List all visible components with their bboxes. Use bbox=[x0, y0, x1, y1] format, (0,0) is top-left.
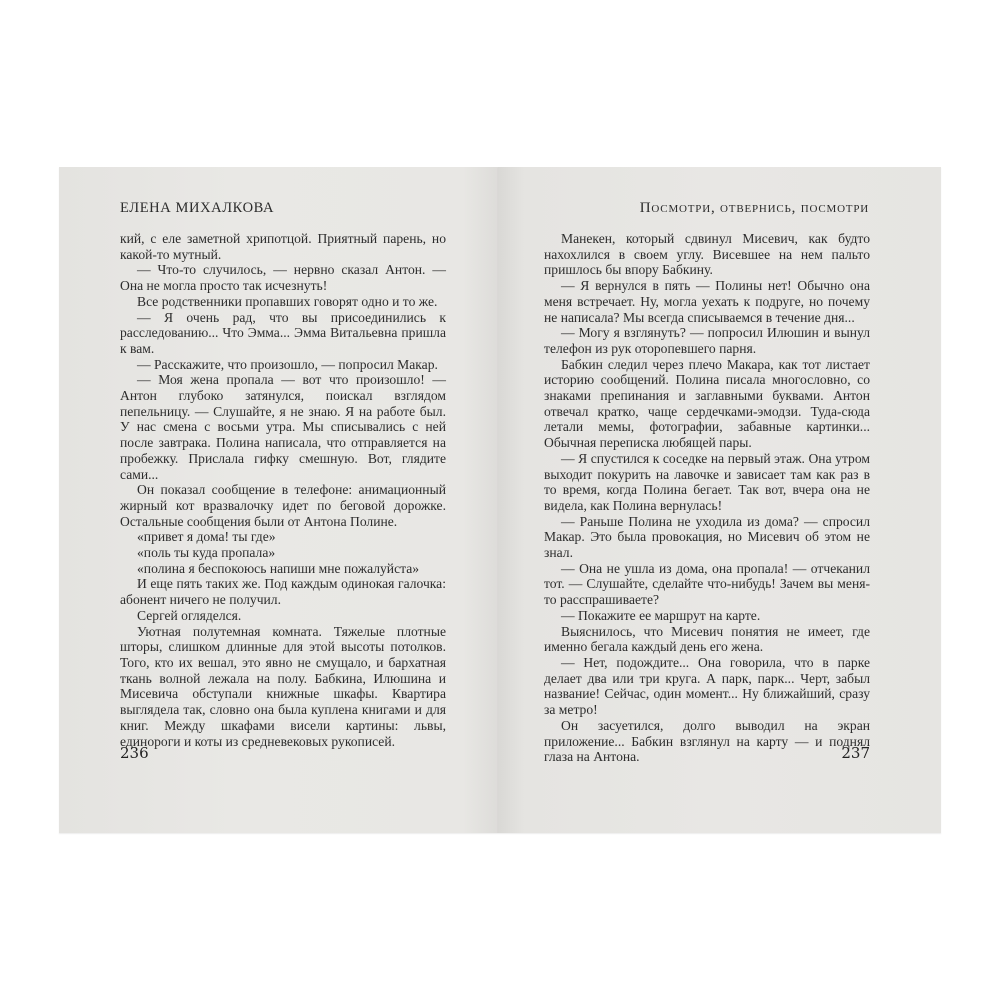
running-head-author: ЕЛЕНА МИХАЛКОВА bbox=[120, 200, 275, 216]
paragraph: — Я спустился к соседке на первый этаж. Она утром выходит покурить на лавочке и зависает там как раз в то время, когда Полина бегает. Так вот, вчера она не видела, как Полина вернулась! bbox=[544, 450, 870, 513]
paragraph: Сергей огляделся. bbox=[137, 607, 242, 623]
paragraph: — Раньше Полина не уходила из дома? — спросил Макар. Это была провокация, но Мисевич об этом не знал. bbox=[544, 513, 870, 561]
paragraph: Манекен, который сдвинул Мисевич, как будто нахохлился в своем углу. Висевшее на нем пальто пришлось бы впору Бабкину. bbox=[544, 231, 870, 278]
page-number: 236 bbox=[120, 744, 149, 762]
paragraph: — Нет, подождите... Она говорила, что в парке делает два или три круга. А парк, парк... Черт, забыл название! Сейчас, один момент... Ну ближайший, сразу за метро! bbox=[544, 654, 870, 718]
paragraph: Все родственники пропавших говорят одно и то же. bbox=[137, 293, 438, 309]
running-head-title: Посмотри, отвернись, посмотри bbox=[639, 200, 869, 216]
page-number: 237 bbox=[841, 744, 870, 762]
paragraph: — Покажите ее маршрут на карте. bbox=[561, 607, 761, 623]
paragraph: — Я очень рад, что вы присоединились к расследованию... Что Эмма... Эмма Витальевна пришла к вам. bbox=[120, 309, 446, 356]
paragraph: — Моя жена пропала — вот что произошло! — Антон глубоко затянулся, поискал взглядом пепельницу. — Слушайте, я не знаю. Я на работе был. У нас смена с восьми утра. Мы списывались с ней после завтрака. Полина написала, что отправляется на пробежку. Прислала гифку смешную. Вот, глядите сами... bbox=[120, 372, 446, 482]
message-quote: «привет я дома! ты где» bbox=[137, 529, 276, 545]
paragraph: Уютная полутемная комната. Тяжелые плотные шторы, слишком длинные для этой высоты потолков. Того, кто их вешал, это явно не смущало, и бархатная ткань волной лежала на полу. Бабкина, Илюшина и Мисевича обступали книжные шкафы. Квартира выглядела так, словно она была куплена книгами и для книг. Между шкафами висели картины: львы, единороги и коты из средневековых рукописей. bbox=[120, 623, 446, 749]
paragraph: — Она не ушла из дома, она пропала! — отчеканил тот. — Слушайте, сделайте что-нибудь! Зачем вы меня-то расспрашиваете? bbox=[544, 560, 870, 608]
paragraph: — Что-то случилось, — нервно сказал Антон. — Она не могла просто так исчезнуть! bbox=[120, 262, 446, 294]
paragraph: — Я вернулся в пять — Полины нет! Обычно она меня встречает. Ну, могла уехать к подруге, но почему не написала? Мы всегда списываемся в течение дня... bbox=[544, 278, 870, 325]
paragraph: Бабкин следил через плечо Макара, как тот листает историю сообщений. Полина писала многословно, со знаками препинания и заглавными буквами. Антон отвечал кратко, чаще сердечками-эмодзи. Туда-сюда летали мемы, фотографии, забавные картинки... Обычная переписка любящей пары. bbox=[544, 356, 870, 451]
left-page bbox=[59, 167, 498, 833]
paragraph: Он показал сообщение в телефоне: анимационный жирный кот вразвалочку идет по беговой дорожке. Остальные сообщения были от Антона Полине. bbox=[120, 482, 446, 529]
paragraph: — Расскажите, что произошло, — попросил Макар. bbox=[137, 356, 438, 372]
left-page-body bbox=[120, 231, 446, 749]
message-quote: «поль ты куда пропала» bbox=[137, 545, 276, 561]
paragraph: Он засуетился, долго выводил на экран приложение... Бабкин взглянул на карту — и поднял глаза на Антона. bbox=[544, 717, 870, 765]
paragraph: кий, с еле заметной хрипотцой. Приятный парень, но какой-то мутный. bbox=[120, 231, 446, 262]
paragraph: Выяснилось, что Мисевич понятия не имеет, где именно бегала каждый день его жена. bbox=[544, 623, 870, 655]
right-page bbox=[498, 167, 941, 833]
right-page-body bbox=[544, 231, 870, 765]
paragraph: И еще пять таких же. Под каждым одинокая галочка: абонент ничего не получил. bbox=[120, 576, 446, 608]
paragraph: — Могу я взглянуть? — попросил Илюшин и вынул телефон из рук оторопевшего парня. bbox=[544, 325, 870, 356]
message-quote: «полина я беспокоюсь напиши мне пожалуйста» bbox=[137, 560, 420, 576]
